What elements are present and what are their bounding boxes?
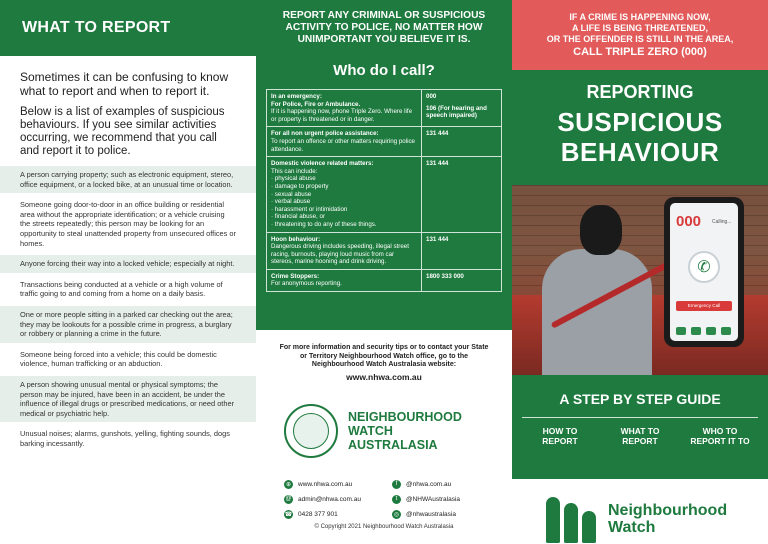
who-heading: Who do I call? — [333, 62, 435, 79]
step-what-to-report: WHAT TO REPORT — [620, 426, 660, 446]
smartphone-icon — [664, 197, 744, 347]
call-000-text: CALL TRIPLE ZERO (000) — [573, 46, 707, 58]
family-silhouette-icon — [546, 495, 600, 543]
right-panel — [512, 0, 768, 544]
row-number-secondary: 106 (For hearing and speech impaired) — [426, 104, 487, 120]
step-who-to-report: WHO TO REPORT IT TO — [690, 426, 750, 446]
guide-title: A STEP BY STEP GUIDE — [559, 391, 721, 407]
table-row — [267, 90, 502, 127]
phone-calling: Calling... — [712, 219, 732, 225]
nw-logo — [512, 479, 768, 543]
brand-line: NEIGHBOURHOOD — [348, 409, 462, 424]
contact-phone[interactable] — [284, 510, 384, 519]
example-item: Transactions being conducted at a vehicle or a high volume of traffic going to and coming from a home on a daily basis. — [20, 279, 223, 299]
example-item: One or more people sitting in a parked car checking out the area; they may be lookouts for a possible crime in progress, a burglary or robbery or planning a crime in the future. — [0, 306, 256, 343]
email-icon: @ — [285, 496, 292, 503]
row-extra: If it is happening now, phone Triple Zero. Where life or property is threatened or in danger. — [271, 108, 413, 123]
contact-text: admin@nhwa.com.au — [298, 495, 361, 503]
emergency-call-label: Emergency Call — [676, 301, 732, 311]
twitter-icon: t — [392, 495, 401, 504]
handset-icon: ✆ — [688, 251, 720, 283]
banner-line: IF A CRIME IS HAPPENING NOW, — [569, 12, 711, 22]
brand-line: WATCH — [348, 423, 393, 438]
phone-number: 000 — [676, 213, 702, 230]
row-title: Hoon behaviour: — [271, 235, 321, 243]
row-body: Dangerous driving includes speeding, illegal street racing, burnouts, playing loud music from car stereos, marine hooning and drink driving. — [271, 243, 409, 266]
brand-line: AUSTRALASIA — [348, 437, 438, 452]
emergency-banner — [512, 0, 768, 70]
example-item: Unusual noises; alarms, gunshots, yelling, fighting sounds, dogs barking incessantly. — [20, 429, 230, 448]
phone-icon: ☎ — [284, 511, 293, 518]
step-how-to-report: HOW TO REPORT — [542, 426, 578, 446]
list-item: · financial abuse, or — [271, 213, 325, 221]
list-item: · verbal abuse — [271, 198, 311, 206]
row-body: For Police, Fire or Ambulance. — [271, 100, 361, 108]
phone-buttons — [676, 327, 731, 335]
row-body: For anonymous reporting. — [271, 280, 342, 288]
example-item: Someone being forced into a vehicle; this could be domestic violence, human trafficking or an abduction. — [20, 349, 217, 369]
nhwa-seal-icon — [284, 404, 338, 458]
title-line: REPORTING — [586, 82, 694, 102]
examples-list — [0, 166, 256, 452]
row-number: 131 444 — [426, 160, 449, 168]
balaclava-icon — [580, 205, 622, 255]
dv-list — [271, 175, 417, 228]
masked-thief-figure — [542, 205, 652, 375]
contact-text: 0428 377 901 — [298, 510, 338, 518]
contact-text: www.nhwa.com.au — [298, 480, 353, 488]
row-title: In an emergency: — [271, 93, 322, 100]
list-item: · threatening to do any of these things. — [271, 220, 377, 228]
row-number: 131 444 — [426, 130, 449, 138]
row-title: Domestic violence related matters: — [271, 160, 374, 168]
contact-facebook[interactable] — [392, 480, 492, 489]
table-row — [267, 157, 502, 232]
cover-title — [512, 70, 768, 185]
list-item: · sexual abuse — [271, 190, 312, 198]
who-to-call-section — [256, 0, 512, 330]
contact-instagram[interactable] — [392, 510, 492, 519]
example-item: A person carrying property; such as electronic equipment, stereo, office equipment, or a locked bike, at an unusual time or location. — [0, 166, 256, 193]
globe-icon: ⊕ — [285, 481, 292, 488]
instagram-icon: ◎ — [393, 511, 400, 518]
row-body: This can include: — [271, 167, 318, 175]
row-title: For all non urgent police assistance: — [271, 130, 379, 138]
what-to-report-header — [0, 0, 256, 56]
row-number: 1800 333 000 — [426, 272, 464, 280]
divider — [522, 417, 758, 418]
title-line: SUSPICIOUS — [557, 107, 723, 137]
contact-grid — [256, 458, 512, 519]
contacts-table — [266, 89, 502, 292]
lead-text: Sometimes it can be confusing to know what to report and when to report it. — [20, 70, 229, 98]
more-info-text: For more information and security tips or to contact your State or Territory Neighbourhood Watch office, go to the Neighbourhood Watch Australasia website: — [279, 344, 489, 369]
intro-block — [0, 56, 256, 158]
contact-text: @nhwaustralasia — [406, 510, 456, 518]
contact-website[interactable] — [284, 480, 384, 489]
list-item: · harassment or intimidation — [271, 205, 348, 213]
website-link[interactable]: www.nhwa.com.au — [346, 371, 422, 382]
brand-name — [348, 410, 462, 452]
list-item: · damage to property — [271, 182, 329, 190]
row-number: 000 — [426, 93, 437, 100]
facebook-icon: f — [392, 480, 401, 489]
left-panel — [0, 0, 256, 544]
example-item: A person showing unusual mental or physical symptoms; the person may be injured, have been in an accident, be under the influence of illegal drugs or prescribed medications, or need other medical or psychiatric help. — [0, 376, 256, 422]
table-row — [267, 232, 502, 269]
contact-email[interactable] — [284, 495, 384, 504]
contact-text: @NHWAustralasia — [406, 495, 461, 503]
steps-row — [512, 426, 768, 446]
row-body: To report an offence or other matters requiring police attendance. — [271, 137, 415, 153]
example-item: Someone going door-to-door in an office building or residential area without the appropriate identification; or a vehicle cruising the streets repeatedly; this person may be looking for an opportunity to steal unattended property from unsecured offices or homes. — [20, 200, 236, 248]
example-item: Anyone forcing their way into a locked vehicle; especially at night. — [0, 255, 256, 273]
middle-panel — [256, 0, 512, 544]
list-item: · physical abuse — [271, 175, 316, 183]
table-row — [267, 127, 502, 157]
banner-line: OR THE OFFENDER IS STILL IN THE AREA, — [546, 34, 734, 44]
report-alert: REPORT ANY CRIMINAL OR SUSPICIOUS ACTIVITY TO POLICE, NO MATTER HOW UNIMPORTANT YOU BELIEVE IT IS. — [282, 10, 486, 45]
section-heading: WHAT TO REPORT — [22, 19, 171, 36]
intro-text: Below is a list of examples of suspicious behaviours. If you see similar activities occurring, we recommend that you call and report it to police. — [20, 106, 225, 157]
logo-line: Watch — [608, 519, 656, 536]
table-row — [267, 269, 502, 291]
row-title: Crime Stoppers: — [271, 272, 320, 280]
guide-section — [512, 375, 768, 479]
contact-twitter[interactable] — [392, 495, 492, 504]
copyright: © Copyright 2021 Neighbourhood Watch Australasia — [314, 524, 454, 530]
banner-line: A LIFE IS BEING THREATENED, — [571, 23, 708, 33]
contact-text: @nhwa.com.au — [406, 480, 452, 488]
cover-photo — [512, 185, 768, 375]
nhwa-brand — [256, 382, 512, 458]
row-number: 131 444 — [426, 235, 449, 243]
logo-line: Neighbourhood — [608, 502, 728, 519]
title-line: BEHAVIOUR — [560, 137, 720, 167]
